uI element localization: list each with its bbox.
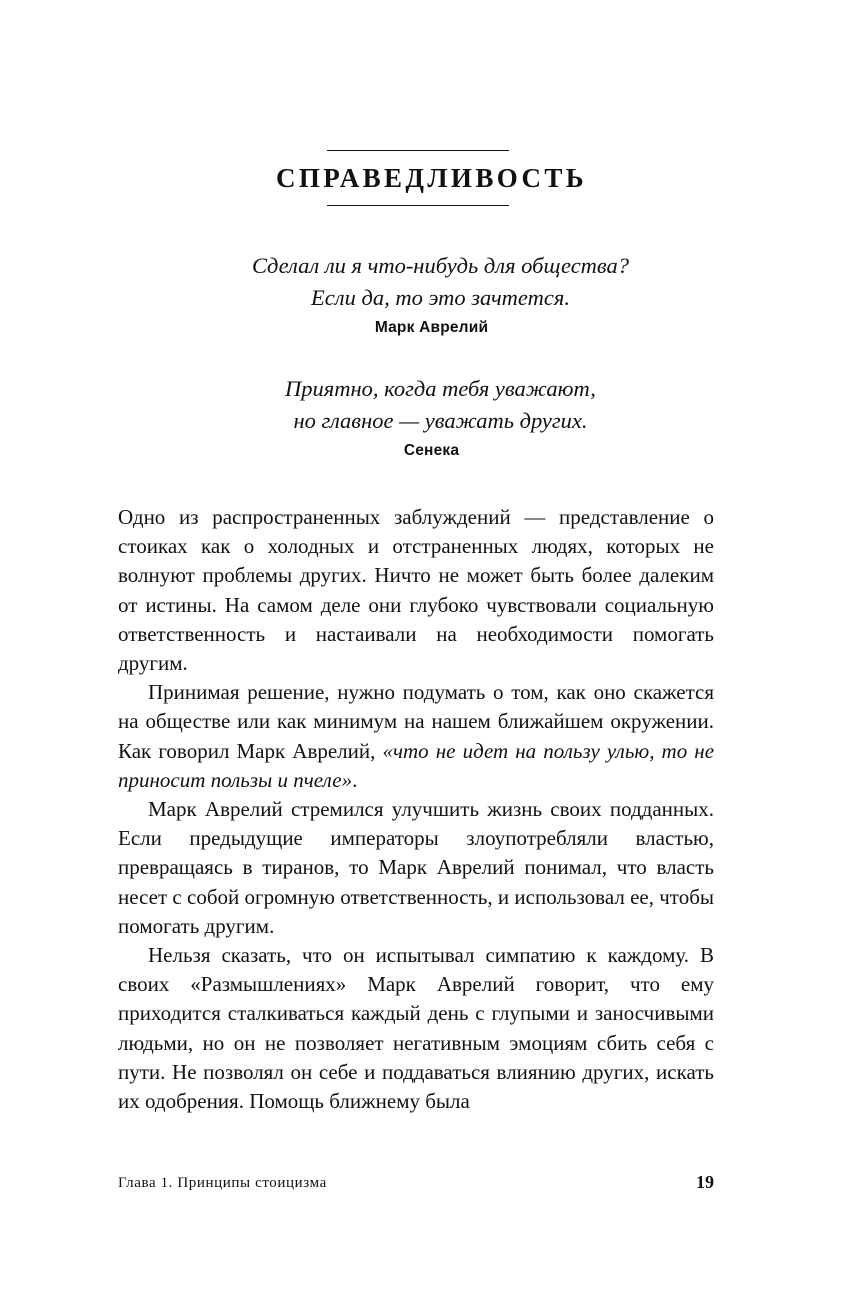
paragraph-2 [118, 678, 714, 795]
epigraph-2-line-2: но главное — уважать других. [293, 408, 588, 433]
body-text [118, 503, 714, 1116]
epigraph-1-author: Марк Аврелий [374, 319, 489, 336]
epigraph-2-author: Сенека [403, 442, 460, 459]
paragraph-3: Марк Аврелий стремился улучшить жизнь своих подданных. Если предыдущие императоры злоупотребляли властью, превращаясь в тиранов, то Марк Аврелий понимал, что власть несет с собой огромную ответственность, и использовал ее, чтобы помогать другим. [118, 797, 714, 938]
title-rule-bottom [327, 205, 509, 206]
epigraph-1-line-2: Если да, то это зачтется. [311, 285, 570, 310]
epigraph-1 [0, 250, 863, 339]
page-number: 19 [696, 1172, 714, 1192]
running-footer: Глава 1. Принципы стоицизма [118, 1175, 327, 1191]
epigraph-2 [0, 373, 863, 462]
chapter-title: СПРАВЕДЛИВОСТЬ [275, 163, 588, 193]
epigraph-1-line-1: Сделал ли я что-нибудь для общества? [251, 253, 630, 278]
paragraph-2-quote: «что не идет на пользу улью, то не приносит пользы и пчеле» [118, 738, 715, 792]
epigraph-2-line-1: Приятно, когда тебя уважают, [285, 376, 596, 401]
paragraph-2-tail: . [352, 767, 358, 792]
title-rule-top [327, 150, 509, 151]
paragraph-2-text: Принимая решение, нужно подумать о том, как оно скажется на обществе или как минимум на нашем ближайшем окружении. Как говорил Марк Аврелий, [118, 680, 714, 763]
paragraph-1: Одно из распространенных заблуждений — представление о стоиках как о холодных и отстраненных людях, которых не волнуют проблемы других. Ничто не может быть более далеким от истины. На самом деле они глубоко чувствовали социальную ответственность и настаивали на необходимости помогать другим. [118, 505, 714, 676]
paragraph-4: Нельзя сказать, что он испытывал симпатию к каждому. В своих «Размышлениях» Марк Аврелий говорит, что ему приходится сталкиваться каждый день с глупыми и заносчивыми людьми, но он не позволяет негативным эмоциям сбить себя с пути. Не позволял он себе и поддаваться влиянию других, искать их одобрения. Помощь ближнему была [118, 943, 714, 1114]
